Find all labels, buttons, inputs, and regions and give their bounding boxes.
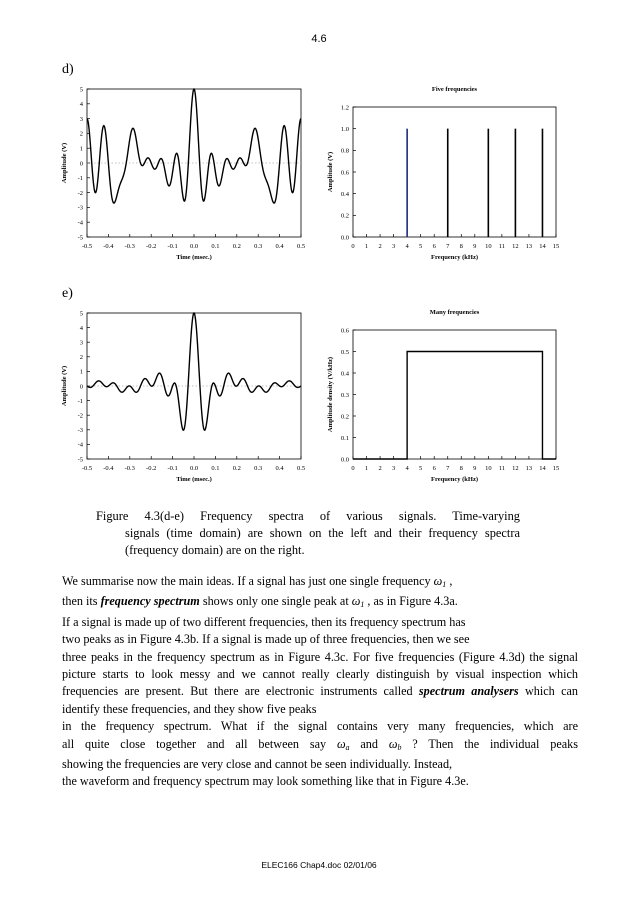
y-tick-label: 0.0	[340, 456, 349, 464]
y-tick-label: 0.6	[340, 327, 349, 335]
y-tick-label: 2	[79, 354, 83, 362]
x-tick-label: 13	[525, 243, 533, 250]
y-tick-label: -2	[77, 189, 83, 197]
x-tick-label: 4	[405, 465, 409, 472]
y-axis-label: Amplitude (V)	[327, 151, 334, 193]
x-tick-label: 15	[552, 465, 560, 472]
x-tick-label: 10	[485, 465, 492, 472]
page-number: 4.6	[311, 33, 327, 45]
x-tick-label: 2	[378, 465, 382, 472]
x-tick-label: 13	[525, 465, 533, 472]
spectrum-density-line	[353, 352, 556, 460]
x-tick-label: 0.1	[211, 243, 220, 250]
y-tick-label: 4	[79, 101, 83, 109]
y-axis-label: Amplitude (V)	[61, 142, 68, 184]
x-tick-label: 11	[498, 243, 505, 250]
x-axis-label: Frequency (kHz)	[431, 476, 478, 483]
y-tick-label: -3	[77, 427, 83, 435]
footer: ELEC166 Chap4.doc 02/01/06	[261, 860, 377, 870]
x-tick-label: 7	[446, 243, 450, 250]
x-tick-label: 0.3	[254, 465, 263, 472]
y-tick-label: -1	[77, 175, 83, 183]
x-tick-label: 7	[446, 465, 450, 472]
body-line: If a signal is made up of two different frequencies, then its frequency spectrum has	[62, 614, 466, 629]
y-tick-label: 0.2	[340, 212, 349, 220]
body-line: showing the frequencies are very close and cannot be seen individually. Instead,	[62, 757, 453, 772]
x-tick-label: -0.5	[81, 465, 93, 472]
y-tick-label: 1	[79, 368, 83, 376]
x-tick-label: -0.4	[103, 465, 114, 472]
x-tick-label: 14	[539, 243, 546, 250]
y-tick-label: 2	[79, 130, 83, 138]
x-axis-label: Time (msec.)	[176, 254, 212, 261]
x-tick-label: 6	[432, 465, 436, 472]
x-tick-label: 0.3	[254, 243, 263, 250]
omega-symbol: ω	[351, 594, 361, 609]
chart-title: Many frequencies	[429, 309, 480, 316]
x-tick-label: 1	[364, 243, 369, 250]
y-tick-label: 1.0	[340, 125, 349, 133]
x-axis-label: Time (msec.)	[176, 476, 212, 483]
term-spectrum-analysers: spectrum analysers	[418, 684, 519, 699]
x-tick-label: 0.2	[232, 465, 241, 472]
x-tick-label: 3	[391, 465, 396, 472]
y-tick-label: 3	[79, 115, 83, 123]
x-tick-label: 1	[364, 465, 369, 472]
x-tick-label: 0.1	[211, 465, 220, 472]
x-tick-label: 0	[351, 465, 355, 472]
y-tick-label: -4	[77, 219, 83, 227]
x-tick-label: 4	[405, 243, 409, 250]
body-line: two peaks as in Figure 4.3b. If a signal is made up of three frequencies, then we see	[62, 632, 470, 647]
x-axis-label: Frequency (kHz)	[431, 254, 478, 261]
x-tick-label: 0.4	[275, 465, 284, 472]
x-tick-label: 0.2	[232, 243, 241, 250]
x-tick-label: 0.0	[189, 243, 199, 250]
body-line: We summarise now the main ideas. If a signal has just one single frequency	[62, 574, 434, 588]
y-tick-label: 0.0	[340, 234, 349, 242]
x-tick-label: 9	[473, 243, 477, 250]
y-tick-label: 0.6	[340, 169, 349, 177]
x-tick-label: 5	[419, 243, 423, 250]
x-tick-label: -0.3	[124, 465, 135, 472]
caption-line-1: Figure 4.3(d-e) Frequency spectra of various signals. Time-varying	[96, 509, 520, 523]
figure-e-label: e)	[62, 286, 73, 301]
x-tick-label: 10	[485, 243, 492, 250]
subscript: 1	[442, 580, 447, 589]
caption-continuation: signals (time domain) are shown on the left and their frequency spectra (frequency domain) are on the right.	[125, 526, 520, 557]
x-tick-label: 3	[391, 243, 396, 250]
x-tick-label: 15	[552, 243, 560, 250]
x-tick-label: -0.2	[146, 465, 157, 472]
x-tick-label: 9	[473, 465, 477, 472]
y-tick-label: -5	[77, 234, 83, 242]
x-tick-label: 12	[512, 243, 519, 250]
y-tick-label: 4	[79, 324, 83, 332]
y-tick-label: 1.2	[340, 104, 349, 112]
y-tick-label: 0.4	[340, 370, 349, 378]
y-tick-label: 0.5	[340, 348, 349, 356]
x-tick-label: 8	[459, 465, 463, 472]
body-text: We summarise now the main ideas. If a signal has just one single frequency $\omega_1$ , then its frequency spectrum shows only one single peak at $\omega_1$ , as in Figure 4.3a. If a signal is made up of two different frequencies, then its frequency spectrum has two peaks as in Figure 4.3b. If a signal is made up of three frequencies, then we see three peaks in the frequency spectrum as in Figure 4.3c. For five frequencies (Figure 4.3d) the signal picture starts to look messy and we cannot really clearly distinguish by visual inspection which frequencies are present. But there are electronic instruments called spectrum analysers which can identify these frequencies, and they show five peaks in the frequency spectrum. What if the signal contains very many frequencies, which are all quite close together and all between say $\omega_a$ and $\omega_b$ ? Then the individual peaks showing the frequencies are very close and cannot be seen individually. Instead, the waveform and frequency spectrum may look something like that in Figure 4.3e.	[62, 573, 578, 791]
y-tick-label: -1	[77, 397, 83, 405]
y-tick-label: 0.1	[340, 434, 349, 442]
x-tick-label: -0.3	[124, 243, 135, 250]
x-tick-label: 0.0	[189, 465, 199, 472]
x-tick-label: 12	[512, 465, 519, 472]
x-tick-label: 14	[539, 465, 546, 472]
y-tick-label: 5	[79, 310, 83, 318]
subscript: 1	[360, 600, 365, 610]
y-axis-label: Amplitude (V)	[61, 365, 68, 407]
plot-frame	[353, 330, 556, 459]
x-tick-label: -0.4	[103, 243, 114, 250]
x-tick-label: 0.5	[296, 465, 306, 472]
x-tick-label: 11	[498, 465, 505, 472]
y-tick-label: -5	[77, 456, 83, 464]
body-line: the waveform and frequency spectrum may look something like that in Figure 4.3e.	[62, 774, 469, 789]
figure-caption	[96, 508, 520, 559]
x-tick-label: -0.5	[81, 243, 93, 250]
y-tick-label: 0.3	[340, 391, 349, 399]
x-tick-label: -0.2	[146, 243, 157, 250]
x-tick-label: 0.4	[275, 243, 284, 250]
y-tick-label: -3	[77, 204, 83, 212]
x-tick-label: 0.5	[296, 243, 306, 250]
y-tick-label: 0	[79, 383, 83, 391]
x-tick-label: 5	[419, 465, 423, 472]
x-tick-label: 0	[351, 243, 355, 250]
y-tick-label: 0.8	[340, 147, 349, 155]
y-tick-label: 0	[79, 160, 83, 168]
x-tick-label: -0.1	[167, 465, 178, 472]
y-tick-label: 0.4	[340, 190, 349, 198]
y-tick-label: 5	[79, 86, 83, 94]
y-tick-label: 1	[79, 145, 83, 153]
y-tick-label: 3	[79, 339, 83, 347]
y-tick-label: 0.2	[340, 413, 349, 421]
y-tick-label: -4	[77, 441, 83, 449]
x-tick-label: 6	[432, 243, 436, 250]
x-tick-label: 2	[378, 243, 382, 250]
term-frequency-spectrum: frequency spectrum	[100, 594, 200, 609]
y-tick-label: -2	[77, 412, 83, 420]
x-tick-label: 8	[459, 243, 463, 250]
y-axis-label: Amplitude density (V/kHz)	[327, 356, 334, 433]
chart-title: Five frequencies	[431, 86, 478, 93]
figure-d-label: d)	[62, 62, 74, 77]
x-tick-label: -0.1	[167, 243, 178, 250]
body-line: in the frequency spectrum. What if the signal contains very many frequencies, which are	[62, 719, 578, 734]
omega-symbol: ω	[433, 574, 443, 588]
